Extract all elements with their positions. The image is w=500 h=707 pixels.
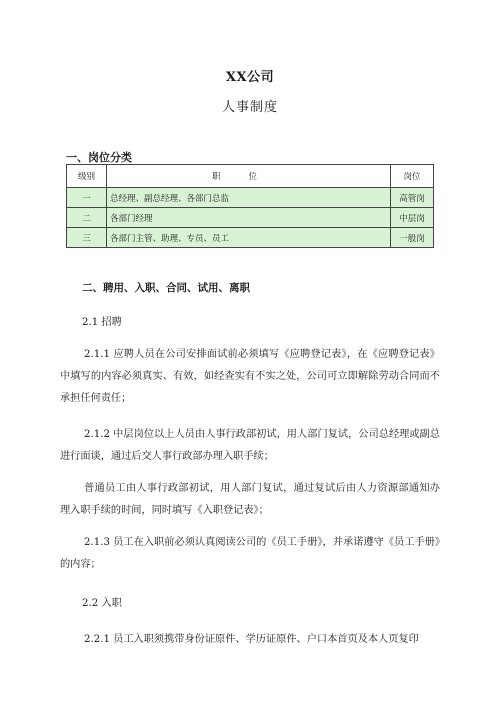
header-post (391, 165, 434, 188)
row-post: 中层岗 (391, 208, 434, 228)
paragraph-2-2-1: 2.2.1 员工入职须携带身份证原件、学历证原件、户口本首页及本人页复印 (84, 634, 419, 645)
row-position: 各部门经理 (107, 208, 391, 228)
table-row (67, 188, 434, 208)
table-row (67, 208, 434, 228)
paragraph-2-1-3: 2.1.3 员工在入职前必须认真阅读公司的《员工手册》，并承诺遵守《员工手册》的内容； (60, 537, 440, 570)
paragraph-2-1-2-general: 普通员工由人事行政部初试，用人部门复试，通过复试后由人力资源部通知办理入职手续的时间，同时填写《入职登记表》； (60, 483, 440, 516)
paragraph-2-1-2: 2.1.2 中层岗位以上人员由人事行政部初试，用人部门复试，公司总经理或副总进行面谈，通过后交人事行政部办理入职手续； (60, 429, 440, 462)
document-title: 人事制度 (221, 100, 278, 115)
company-title: XX公司 (225, 70, 275, 85)
row-level: 二 (67, 208, 107, 228)
section-heading-positions: 一、岗位分类 (66, 151, 132, 164)
position-classification-table (66, 164, 434, 248)
table-header-row (67, 165, 434, 188)
row-level: 一 (67, 188, 107, 208)
row-post: 高管岗 (391, 188, 434, 208)
table-row (67, 228, 434, 248)
header-post-label: 岗位 (403, 172, 421, 182)
header-position: 职位 (107, 165, 391, 188)
row-position: 各部门主管、助理、专员、员工 (107, 228, 391, 248)
section-heading-employment: 二、聘用、入职、合同、试用、离职 (82, 282, 250, 294)
row-position: 总经理、副总经理、各部门总监 (107, 188, 391, 208)
subheading-onboarding: 2.2 入职 (82, 598, 122, 609)
paragraph-2-1-1: 2.1.1 应聘人员在公司安排面试前必须填写《应聘登记表》，在《应聘登记表》中填写的内容必须真实、有效，如经查实有不实之处，公司可立即解除劳动合同而不承担任何责任； (60, 349, 440, 404)
row-post: 一般岗 (391, 228, 434, 248)
subheading-recruitment: 2.1 招聘 (82, 317, 122, 328)
header-level: 级别 (67, 165, 107, 188)
row-level: 三 (67, 228, 107, 248)
